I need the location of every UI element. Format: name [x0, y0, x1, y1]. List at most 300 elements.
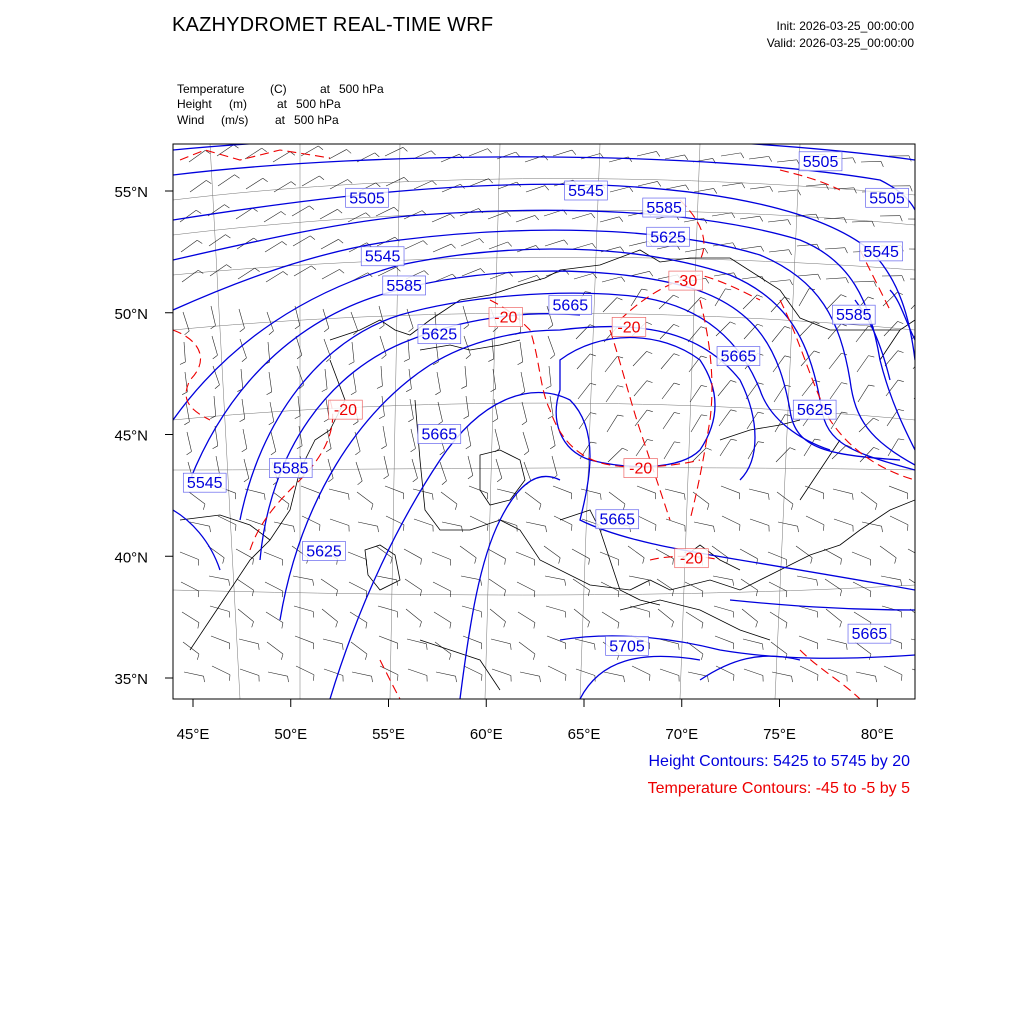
- wind-barb: [834, 519, 853, 526]
- wind-barb: [825, 248, 845, 249]
- wind-barb: [743, 295, 757, 309]
- wind-barb-flag: [678, 644, 679, 650]
- wind-barb: [828, 669, 847, 676]
- wind-barb: [438, 402, 442, 421]
- wind-barb: [861, 492, 877, 504]
- wind-barb-flag: [377, 386, 382, 389]
- contour-label-text: -20: [617, 319, 641, 337]
- wind-barb-flag: [621, 277, 625, 282]
- wind-barb: [857, 356, 868, 372]
- wind-barb: [329, 489, 348, 494]
- wind-barb: [462, 606, 481, 612]
- wind-barb: [771, 642, 787, 654]
- wind-barb: [740, 216, 760, 219]
- wind-barb-flag: [213, 446, 218, 449]
- wind-barb-flag: [656, 151, 659, 156]
- contour-label-text: 5665: [421, 426, 458, 444]
- wind-barb-flag: [816, 214, 819, 219]
- wind-barb: [806, 184, 826, 186]
- wind-barb: [544, 546, 560, 558]
- wind-barb: [772, 672, 792, 676]
- wind-barb: [321, 239, 339, 249]
- wind-barb: [552, 456, 557, 475]
- wind-barb: [749, 156, 769, 159]
- wind-barb: [550, 396, 553, 416]
- wind-barb-flag: [366, 623, 367, 629]
- wind-barb-flag: [313, 580, 314, 586]
- wind-barb-flag: [409, 328, 414, 332]
- x-tick-label: 45°E: [176, 726, 210, 743]
- wind-barb-flag: [714, 526, 715, 532]
- wind-barb: [294, 266, 311, 276]
- wind-barb: [852, 552, 871, 559]
- wind-barb: [691, 415, 701, 432]
- wind-barb: [854, 281, 874, 282]
- wind-barb: [630, 606, 649, 612]
- wind-barb: [212, 666, 230, 675]
- wind-barb: [405, 241, 423, 249]
- wind-barb: [520, 672, 540, 676]
- wind-barb: [467, 426, 471, 446]
- wind-barb-flag: [340, 269, 345, 273]
- wind-barb-flag: [516, 494, 517, 500]
- wind-barb: [572, 213, 591, 219]
- wind-barb: [909, 579, 926, 590]
- wind-barb-flag: [756, 622, 758, 628]
- map-title: KAZHYDROMET REAL-TIME WRF: [172, 14, 494, 36]
- wind-barb: [602, 277, 621, 282]
- wind-barb-flag: [271, 451, 276, 454]
- wind-barb-flag: [882, 526, 883, 532]
- y-tick-label: 50°N: [114, 305, 148, 323]
- wind-barb-flag: [224, 205, 229, 208]
- wind-barb: [489, 579, 506, 590]
- wind-barb: [264, 552, 283, 559]
- wind-barb-flag: [347, 149, 352, 153]
- y-tick-label: 55°N: [114, 184, 148, 201]
- wind-barb: [833, 489, 852, 494]
- wind-barb-flag: [468, 475, 473, 478]
- wind-barb-flag: [311, 266, 316, 270]
- wind-barb-flag: [756, 590, 757, 596]
- wind-barb-flag: [701, 297, 707, 299]
- wind-barb-flag: [701, 385, 707, 386]
- wind-barb-flag: [223, 558, 225, 564]
- contour-label-text: 5585: [835, 307, 872, 325]
- contour-label-text: 5585: [646, 200, 682, 218]
- wind-barb: [553, 150, 572, 156]
- wind-barb-flag: [337, 209, 342, 213]
- wind-barb-flag: [524, 451, 529, 455]
- contour-label-text: 5545: [568, 183, 604, 200]
- wind-barb: [521, 372, 525, 392]
- wind-barb-flag: [283, 271, 288, 275]
- wind-barb: [910, 609, 926, 622]
- wind-barb: [348, 213, 366, 222]
- wind-barb: [861, 161, 881, 162]
- wind-barb: [441, 492, 457, 504]
- field-level: 500 hPa: [296, 97, 341, 111]
- wind-barb: [490, 609, 506, 622]
- wind-barb: [295, 636, 314, 643]
- wind-barb: [666, 519, 685, 526]
- wind-barb: [293, 576, 313, 580]
- wind-barb-flag: [258, 644, 259, 650]
- wind-barb-flag: [198, 591, 199, 597]
- wind-barb: [609, 492, 625, 504]
- wind-barb-flag: [928, 219, 930, 225]
- wind-barb: [526, 522, 546, 526]
- contour-label-text: -20: [629, 460, 653, 478]
- wind-barb: [768, 220, 788, 222]
- wind-barb-flag: [622, 448, 627, 451]
- wind-barb: [414, 519, 433, 526]
- wind-barb-flag: [674, 324, 680, 326]
- wind-barb-flag: [461, 386, 466, 389]
- wind-barb: [435, 642, 451, 654]
- wind-barb: [182, 270, 198, 282]
- wind-barb-flag: [789, 250, 792, 255]
- wind-barb-flag: [591, 213, 595, 218]
- wind-barb-flag: [534, 623, 535, 629]
- wind-barb: [264, 211, 281, 222]
- contour-label-text: 5545: [186, 475, 223, 493]
- wind-barb-flag: [550, 355, 555, 359]
- wind-barb: [800, 322, 814, 336]
- wind-barb-flag: [760, 216, 763, 221]
- wind-barb-flag: [757, 559, 758, 565]
- contour-label: [799, 152, 842, 171]
- wind-barb: [662, 383, 674, 399]
- wind-barb-flag: [870, 591, 871, 597]
- wind-barb: [637, 486, 656, 493]
- wind-barb-flag: [464, 416, 469, 419]
- wind-barb: [916, 445, 930, 459]
- wind-barb: [768, 552, 787, 559]
- wind-barb: [190, 180, 206, 192]
- wind-barb-flag: [624, 676, 625, 682]
- wind-barb-flag: [550, 446, 555, 449]
- wind-barb: [519, 642, 535, 654]
- wind-barb-flag: [647, 410, 653, 412]
- wind-barb: [269, 372, 272, 392]
- wind-barb-flag: [591, 442, 597, 443]
- wind-barb: [209, 235, 225, 246]
- wind-barb-flag: [431, 151, 435, 155]
- wind-barb: [694, 188, 714, 192]
- wind-barb: [607, 415, 618, 432]
- wind-barb: [239, 309, 245, 328]
- wind-barb-flag: [282, 623, 283, 629]
- wind-barb-flag: [898, 439, 904, 440]
- wind-barb: [859, 418, 873, 432]
- wind-barb-flag: [619, 217, 623, 222]
- wind-barb: [856, 672, 876, 676]
- wind-barb-flag: [646, 322, 651, 325]
- contour-label-text: 5625: [796, 402, 833, 420]
- wind-barb: [321, 579, 338, 590]
- y-axis: [114, 184, 173, 688]
- contour-label: [717, 347, 760, 366]
- wind-barb: [685, 248, 705, 252]
- wind-barb-flag: [318, 146, 323, 150]
- wind-barb: [690, 385, 701, 402]
- contour-label: [832, 305, 875, 324]
- wind-barb: [266, 271, 283, 282]
- wind-barb: [324, 669, 343, 676]
- contour-label-text: 5665: [851, 626, 888, 644]
- field-at: at: [275, 113, 286, 127]
- wind-barb-flag: [901, 580, 902, 586]
- wind-barb-flag: [504, 622, 506, 628]
- wind-barb: [299, 426, 302, 446]
- wind-barb: [410, 399, 413, 419]
- wind-barb: [436, 342, 438, 362]
- wind-barb-flag: [617, 386, 623, 387]
- field-name: Height: [177, 97, 212, 111]
- valid-time: Valid: 2026-03-25_00:00:00: [766, 36, 914, 50]
- wind-barb-flag: [371, 504, 373, 510]
- wind-barb: [271, 432, 276, 451]
- wind-barb-flag: [488, 359, 493, 362]
- wind-barb: [267, 312, 274, 331]
- field-name: Temperature: [177, 82, 245, 96]
- wind-barb-flag: [590, 354, 596, 356]
- wind-barb-flag: [442, 481, 447, 485]
- wind-barb-flag: [600, 494, 601, 500]
- wind-barb: [770, 280, 790, 282]
- wind-barb-flag: [505, 559, 506, 565]
- wind-barb: [572, 549, 589, 559]
- wind-barb: [880, 546, 896, 558]
- wind-barb-flag: [533, 654, 535, 660]
- wind-barb: [713, 576, 733, 580]
- contour-label-text: -20: [494, 309, 518, 327]
- wind-barb-flag: [326, 449, 331, 452]
- contour-label: [866, 188, 909, 207]
- wind-barb: [267, 642, 283, 654]
- wind-barb-flag: [182, 392, 187, 395]
- wind-barb-flag: [647, 439, 653, 440]
- wind-barb: [211, 306, 215, 325]
- wind-barb-flag: [929, 249, 931, 255]
- wind-barb-flag: [545, 186, 549, 191]
- wind-barb: [301, 486, 320, 493]
- wind-barb-flag: [854, 188, 856, 193]
- wind-barb: [722, 516, 740, 525]
- wind-barb-flag: [379, 416, 384, 419]
- wind-barb-flag: [481, 269, 485, 273]
- wind-barb-flag: [758, 383, 764, 385]
- wind-barb-flag: [288, 676, 289, 682]
- x-tick-label: 55°E: [372, 726, 405, 743]
- wind-barb: [718, 380, 731, 396]
- wind-barb-flag: [462, 526, 463, 532]
- wind-barb: [714, 606, 733, 612]
- field-unit: (C): [270, 82, 287, 96]
- wind-barb: [358, 522, 378, 526]
- wind-barb-flag: [394, 207, 398, 211]
- wind-barb-flag: [840, 622, 842, 628]
- wind-barb-flag: [930, 279, 932, 285]
- wind-barb: [686, 612, 703, 623]
- wind-barb-flag: [701, 356, 707, 358]
- contour-label: [489, 308, 523, 327]
- wind-barb: [914, 382, 925, 399]
- wind-barb-flag: [674, 383, 680, 385]
- wind-barb: [750, 519, 769, 526]
- wind-barb: [712, 213, 732, 216]
- wind-barb-flag: [674, 442, 680, 443]
- wind-barb-flag: [846, 278, 849, 283]
- wind-barb-flag: [628, 157, 632, 162]
- wind-barb-flag: [466, 446, 471, 449]
- wind-barb: [716, 666, 734, 675]
- wind-barb-flag: [213, 355, 218, 359]
- wind-barb-flag: [925, 294, 931, 296]
- wind-barb: [806, 516, 824, 525]
- wind-barb: [602, 612, 619, 623]
- wind-barb: [578, 383, 590, 399]
- wind-barb-flag: [881, 161, 883, 167]
- wind-barb-flag: [348, 179, 353, 183]
- wind-barb-flag: [197, 654, 199, 660]
- wind-barb: [769, 250, 789, 252]
- wind-barb: [495, 429, 500, 448]
- wind-barb: [351, 312, 358, 331]
- wind-barb: [911, 639, 930, 644]
- wind-barb-flag: [226, 265, 231, 268]
- contour-label-text: 5545: [863, 243, 899, 261]
- wind-barb: [635, 410, 647, 426]
- wind-barb: [744, 669, 763, 676]
- wind-barb-flag: [432, 181, 436, 185]
- wind-barb-flag: [792, 676, 793, 682]
- wind-barb: [605, 356, 617, 372]
- field-unit: (m): [229, 97, 247, 111]
- contour-label: [675, 549, 709, 568]
- wind-barb: [296, 336, 302, 355]
- wind-barb-flag: [705, 248, 708, 253]
- wind-barb-flag: [732, 213, 735, 218]
- wind-barb-flag: [240, 328, 245, 332]
- wind-barb: [610, 187, 629, 192]
- wind-barb: [463, 636, 482, 643]
- x-tick-label: 70°E: [665, 726, 699, 743]
- wind-barb: [720, 439, 731, 456]
- wind-barb: [890, 516, 908, 525]
- wind-barb-flag: [815, 439, 821, 440]
- wind-barb: [349, 582, 367, 591]
- wind-barb: [385, 147, 403, 156]
- wind-barb: [548, 336, 555, 355]
- wind-barb: [244, 459, 249, 478]
- wind-barb: [750, 186, 770, 189]
- wind-barb-flag: [674, 354, 680, 356]
- contour-label: [647, 227, 690, 246]
- contour-label-text: 5585: [386, 277, 422, 295]
- wind-barb: [918, 519, 937, 526]
- wind-barb: [184, 672, 204, 676]
- contour-label: [612, 317, 646, 336]
- wind-barb-flag: [493, 419, 498, 422]
- wind-barb-flag: [297, 355, 302, 359]
- wind-barb: [437, 372, 440, 392]
- wind-barb: [433, 244, 451, 252]
- wind-barb-flag: [731, 439, 737, 440]
- temperature-legend: Temperature Contours: -45 to -5 by 5: [647, 780, 910, 797]
- wind-barb: [302, 516, 320, 525]
- wind-barb: [689, 356, 701, 372]
- contour-label: [549, 295, 592, 314]
- wind-barb: [214, 396, 216, 416]
- wind-barb-flag: [588, 622, 590, 628]
- wind-barb: [573, 243, 592, 249]
- wind-barb-flag: [706, 448, 711, 450]
- wind-barb: [242, 399, 245, 419]
- wind-barb-flag: [702, 591, 703, 597]
- height-legend: Height Contours: 5425 to 5745 by 20: [648, 753, 910, 770]
- wind-barb-flag: [817, 612, 818, 618]
- wind-barb-flag: [900, 216, 902, 222]
- wind-barb-flag: [818, 274, 821, 279]
- contour-label-text: 5505: [349, 190, 385, 208]
- wind-barb: [740, 549, 757, 559]
- wind-barb: [236, 549, 253, 559]
- wind-barb-flag: [762, 644, 763, 650]
- wind-barb-flag: [358, 481, 363, 485]
- wind-barb-flag: [481, 580, 482, 586]
- wind-barb-flag: [198, 623, 199, 629]
- wind-barb-flag: [204, 676, 205, 682]
- wind-barb-flag: [295, 416, 300, 419]
- field-level: 500 hPa: [294, 113, 339, 127]
- contour-label: [624, 459, 658, 478]
- contour-label: [329, 400, 363, 419]
- wind-barb-flag: [548, 325, 553, 329]
- wind-barb-flag: [901, 612, 902, 618]
- wind-barb-flag: [788, 220, 791, 225]
- wind-barb-flag: [733, 580, 734, 586]
- wind-barb: [715, 636, 734, 643]
- wind-barb-flag: [322, 389, 327, 392]
- wind-barb: [464, 666, 482, 675]
- wind-barb-flag: [798, 526, 799, 532]
- wind-barb-flag: [406, 389, 411, 392]
- wind-barb: [826, 278, 846, 279]
- wind-barb-flag: [930, 445, 935, 447]
- wind-barb-flag: [910, 186, 912, 192]
- wind-barb-flag: [544, 156, 548, 161]
- wind-barb: [351, 642, 367, 654]
- wind-barb-flag: [480, 239, 484, 243]
- wind-barb-flag: [507, 212, 511, 216]
- wind-barb: [661, 354, 674, 369]
- wind-barb: [469, 486, 488, 493]
- wind-barb-flag: [185, 331, 190, 335]
- wind-barb: [218, 175, 235, 186]
- wind-barb: [629, 241, 648, 246]
- wind-barb-flag: [730, 322, 735, 324]
- wind-barb: [638, 516, 656, 525]
- wind-barb-flag: [937, 159, 939, 165]
- wind-barb-flag: [488, 149, 492, 153]
- field-at: at: [320, 82, 331, 96]
- wind-barb: [774, 385, 785, 402]
- wind-barb: [461, 239, 480, 246]
- wind-barb: [826, 609, 842, 622]
- wind-barb-flag: [814, 351, 820, 353]
